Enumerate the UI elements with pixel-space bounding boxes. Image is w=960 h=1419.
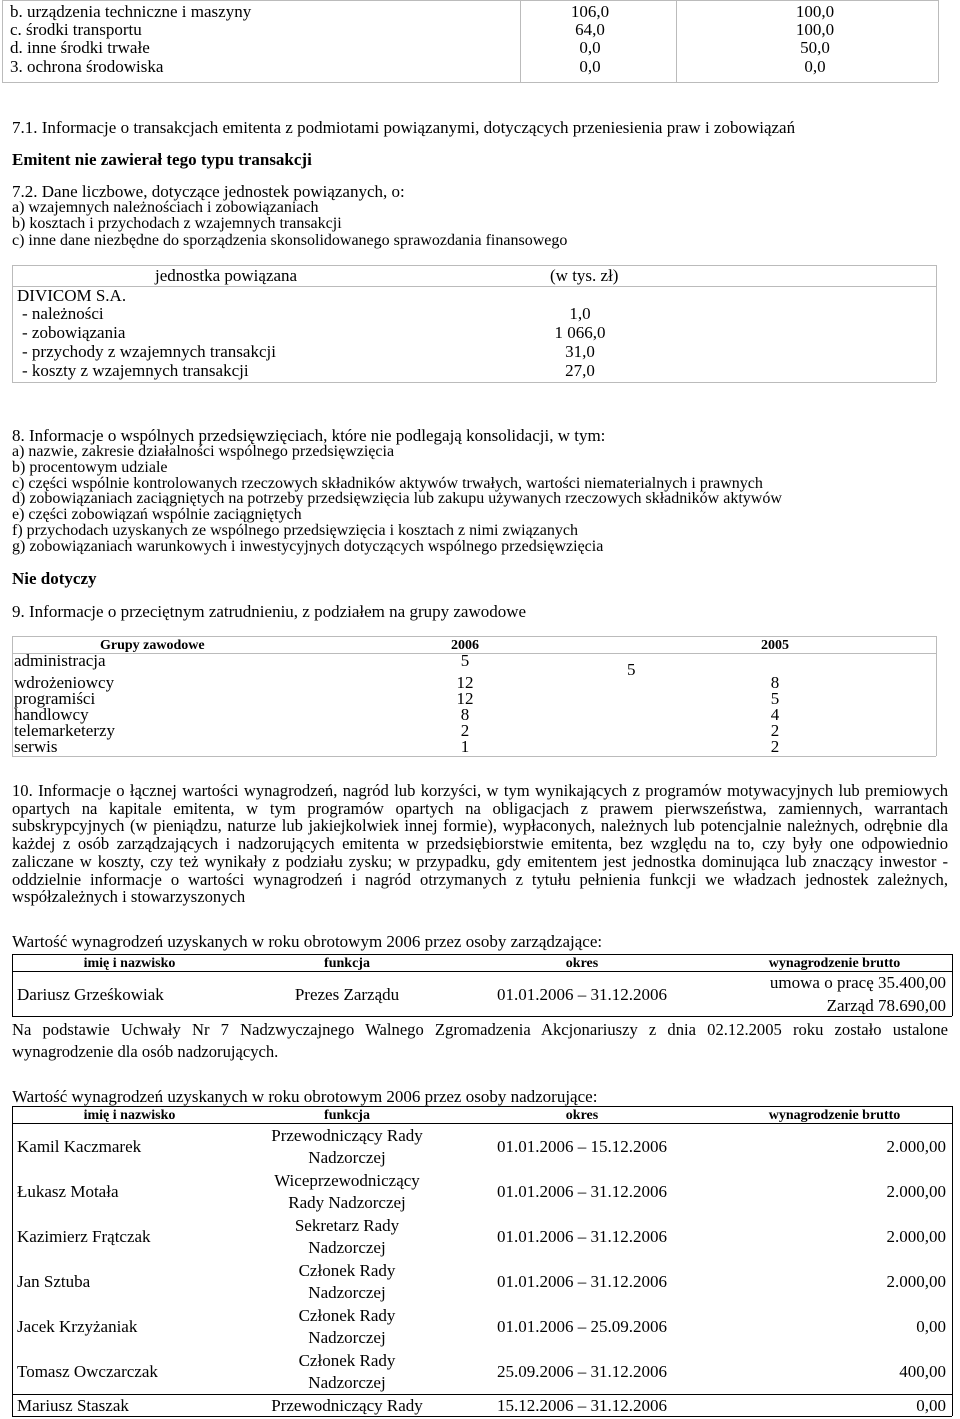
- resolution-note: Na podstawie Uchwały Nr 7 Nadzwyczajnego Walnego Zgromadzenia Akcjonariuszy z dnia 02.12.2005 roku zostało ustalone wynagrodzenie dla osób nadzorujących.: [12, 1020, 948, 1061]
- person-function: Członek Rady: [298, 1306, 396, 1325]
- section-8-line: c) części wspólnie kontrolowanych rzeczowych składników aktywów trwałych, wartości niematerialnych i prawnych: [12, 475, 763, 492]
- person-period: 01.01.2006 – 31.12.2006: [497, 1272, 667, 1291]
- value-2005: 5: [627, 660, 636, 679]
- asset-value-1: 0,0: [579, 38, 601, 57]
- person-pay: 2.000,00: [886, 1182, 946, 1201]
- divider: [952, 954, 953, 1016]
- divider: [936, 636, 937, 756]
- person-name: Jacek Krzyżaniak: [17, 1317, 138, 1336]
- value-2006: 12: [456, 689, 474, 708]
- section-7-2-line: a) wzajemnych należnościach i zobowiązaniach: [12, 199, 319, 216]
- divider: [12, 1394, 952, 1395]
- asset-value-1: 64,0: [575, 20, 605, 39]
- divider: [952, 1106, 953, 1416]
- person-name: Tomasz Owczarczak: [17, 1362, 158, 1381]
- section-10-paragraph: 10. Informacje o łącznej wartości wynagrodzeń, nagród lub korzyści, w tym wynikających z programów motywacyjnych lub premiowych opartych na kapitale emitenta, w tym programów opartych na obligacjach z prawem pierwszeństwa, zamiennych, warrantach subskrypcyjnych (w pieniądzu, naturze lub jakiejkolwiek innej formie), wypłaconych, należnych lub potencjalnie należnych, odrębnie dla każdej z osób zarządzających i nadzorujących emitenta w przedsiębiorstwie emitenta, bez względu na to, czy były one odpowiednio zaliczane w koszty, czy też wynikały z podziału zysku; w przypadku, gdy emitentem jest jednostka dominująca lub znaczący inwestor - oddzielnie informacje o wartości wynagrodzeń i nagród otrzymanych z tytułu pełnienia funkcji we władzach jednostek zależnych, współzależnych i stowarzyszonych: [12, 781, 948, 907]
- person-function: Członek Rady: [298, 1261, 396, 1280]
- divider: [12, 1016, 952, 1017]
- person-function: Rady Nadzorczej: [288, 1193, 406, 1212]
- person-pay-contract: umowa o pracę 35.400,00: [769, 973, 946, 992]
- entity-name: DIVICOM S.A.: [17, 286, 127, 305]
- col-header-unit: (w tys. zł): [550, 266, 619, 285]
- row-value: 31,0: [565, 342, 595, 361]
- divider: [2, 0, 3, 82]
- section-7-1-note: Emitent nie zawierał tego typu transakcji: [12, 150, 312, 169]
- divider: [676, 0, 677, 82]
- divider: [12, 1106, 13, 1416]
- person-period: 01.01.2006 – 25.09.2006: [497, 1317, 667, 1336]
- divider: [12, 265, 13, 382]
- group-name: handlowcy: [14, 705, 89, 724]
- col-header-name: imię i nazwisko: [83, 956, 176, 971]
- person-name: Dariusz Grześkowiak: [17, 985, 164, 1004]
- col-header-2005: 2005: [761, 638, 789, 653]
- col-header-function: funkcja: [324, 1108, 370, 1123]
- asset-label: 3. ochrona środowiska: [10, 57, 164, 76]
- value-2005: 5: [770, 689, 780, 708]
- person-function: Nadzorczej: [308, 1328, 386, 1347]
- col-header-entity: jednostka powiązana: [155, 266, 298, 285]
- asset-value-2: 100,0: [795, 2, 835, 21]
- person-function: Przewodniczący Rady: [271, 1126, 423, 1145]
- section-8-line: d) zobowiązaniach zaciągniętych na potrzeby przedsięwzięcia lub zakupu używanych rzeczowych składników aktywów: [12, 490, 782, 507]
- person-period: 01.01.2006 – 15.12.2006: [497, 1137, 667, 1156]
- section-8-line: e) części zobowiązań wspólnie zaciągniętych: [12, 506, 302, 523]
- divider: [936, 265, 937, 382]
- divider: [12, 382, 936, 383]
- section-9-heading: 9. Informacje o przeciętnym zatrudnieniu, z podziałem na grupy zawodowe: [12, 602, 527, 621]
- person-period: 01.01.2006 – 31.12.2006: [497, 985, 667, 1004]
- person-function: Nadzorczej: [308, 1148, 386, 1167]
- row-value: 1 066,0: [554, 323, 606, 342]
- row-label: - koszty z wzajemnych transakcji: [22, 361, 249, 380]
- value-2006: 8: [460, 705, 470, 724]
- section-8-line: g) zobowiązaniach warunkowych i inwestycyjnych dotyczących wspólnego przedsięwzięcia: [12, 538, 604, 555]
- group-name: administracja: [14, 651, 106, 670]
- value-2006: 12: [456, 673, 474, 692]
- person-pay: 0,00: [916, 1317, 946, 1336]
- section-8-line: a) nazwie, zakresie działalności wspólnego przedsięwzięcia: [12, 443, 395, 460]
- person-period: 25.09.2006 – 31.12.2006: [497, 1362, 667, 1381]
- row-label: - należności: [22, 304, 104, 323]
- col-header-name: imię i nazwisko: [83, 1108, 176, 1123]
- person-function: Przewodniczący Rady: [271, 1396, 423, 1415]
- asset-value-2: 50,0: [800, 38, 830, 57]
- col-header-pay: wynagrodzenie brutto: [768, 956, 901, 971]
- group-name: programiści: [14, 689, 96, 708]
- asset-label: b. urządzenia techniczne i maszyny: [10, 2, 252, 21]
- person-function: Wiceprzewodniczący: [274, 1171, 420, 1190]
- person-pay: 0,00: [916, 1396, 946, 1415]
- section-7-2-line: c) inne dane niezbędne do sporządzenia skonsolidowanego sprawozdania finansowego: [12, 232, 568, 249]
- divider: [12, 265, 936, 266]
- value-2006: 5: [460, 651, 470, 670]
- value-2006: 1: [460, 737, 470, 756]
- person-name: Kazimierz Frątczak: [17, 1227, 151, 1246]
- asset-label: c. środki transportu: [10, 20, 142, 39]
- supervisory-pay-title: Wartość wynagrodzeń uzyskanych w roku obrotowym 2006 przez osoby nadzorujące:: [12, 1087, 598, 1106]
- value-2005: 2: [770, 737, 780, 756]
- row-label: - zobowiązania: [22, 323, 126, 342]
- divider: [12, 756, 936, 757]
- section-8-line: b) procentowym udziale: [12, 459, 168, 476]
- divider: [2, 82, 938, 83]
- col-header-period: okres: [565, 1108, 599, 1123]
- group-name: telemarketerzy: [14, 721, 115, 740]
- col-header-function: funkcja: [324, 956, 370, 971]
- value-2005: 4: [770, 705, 780, 724]
- person-name: Kamil Kaczmarek: [17, 1137, 142, 1156]
- person-function: Nadzorczej: [308, 1373, 386, 1392]
- section-8-line: f) przychodach uzyskanych ze wspólnego przedsięwzięcia i kosztach z nimi związanych: [12, 522, 578, 539]
- person-period: 01.01.2006 – 31.12.2006: [497, 1182, 667, 1201]
- person-pay: 2.000,00: [886, 1272, 946, 1291]
- section-8-line: 8. Informacje o wspólnych przedsięwzięciach, które nie podlegają konsolidacji, w tym:: [12, 426, 606, 445]
- col-header-period: okres: [565, 956, 599, 971]
- person-function: Nadzorczej: [308, 1283, 386, 1302]
- person-period: 15.12.2006 – 31.12.2006: [497, 1396, 667, 1415]
- section-7-1-heading: 7.1. Informacje o transakcjach emitenta z podmiotami powiązanymi, dotyczących przeniesienia praw i zobowiązań: [12, 118, 796, 137]
- asset-value-1: 0,0: [579, 57, 601, 76]
- row-value: 27,0: [565, 361, 595, 380]
- person-function: Sekretarz Rady: [294, 1216, 400, 1235]
- row-label: - przychody z wzajemnych transakcji: [22, 342, 276, 361]
- person-pay-board: Zarząd 78.690,00: [826, 996, 946, 1015]
- person-pay: 400,00: [899, 1362, 946, 1381]
- row-value: 1,0: [569, 304, 591, 323]
- value-2005: 8: [770, 673, 780, 692]
- person-function: Nadzorczej: [308, 1238, 386, 1257]
- col-header-2006: 2006: [451, 638, 479, 653]
- person-function: Członek Rady: [298, 1351, 396, 1370]
- value-2006: 2: [460, 721, 470, 740]
- asset-value-2: 100,0: [795, 20, 835, 39]
- person-name: Mariusz Staszak: [17, 1396, 129, 1415]
- asset-value-1: 106,0: [570, 2, 610, 21]
- person-period: 01.01.2006 – 31.12.2006: [497, 1227, 667, 1246]
- person-function: Prezes Zarządu: [294, 985, 400, 1004]
- person-name: Jan Sztuba: [17, 1272, 91, 1291]
- value-2005: 2: [770, 721, 780, 740]
- divider: [938, 0, 939, 82]
- management-pay-title: Wartość wynagrodzeń uzyskanych w roku obrotowym 2006 przez osoby zarządzające:: [12, 932, 603, 951]
- col-header-group: Grupy zawodowe: [100, 638, 205, 653]
- asset-label: d. inne środki trwałe: [10, 38, 150, 57]
- group-name: serwis: [14, 737, 58, 756]
- person-name: Łukasz Motała: [17, 1182, 119, 1201]
- section-7-2-line: b) kosztach i przychodach z wzajemnych transakcji: [12, 215, 342, 232]
- divider: [12, 286, 936, 287]
- section-7-2-line: 7.2. Dane liczbowe, dotyczące jednostek powiązanych, o:: [12, 182, 405, 201]
- person-pay: 2.000,00: [886, 1227, 946, 1246]
- divider: [12, 636, 13, 756]
- group-name: wdrożeniowcy: [14, 673, 115, 692]
- section-8-note: Nie dotyczy: [12, 569, 97, 588]
- divider: [2, 0, 938, 1]
- person-pay: 2.000,00: [886, 1137, 946, 1156]
- col-header-pay: wynagrodzenie brutto: [768, 1108, 901, 1123]
- divider: [12, 1416, 952, 1417]
- asset-value-2: 0,0: [804, 57, 826, 76]
- divider: [520, 0, 521, 82]
